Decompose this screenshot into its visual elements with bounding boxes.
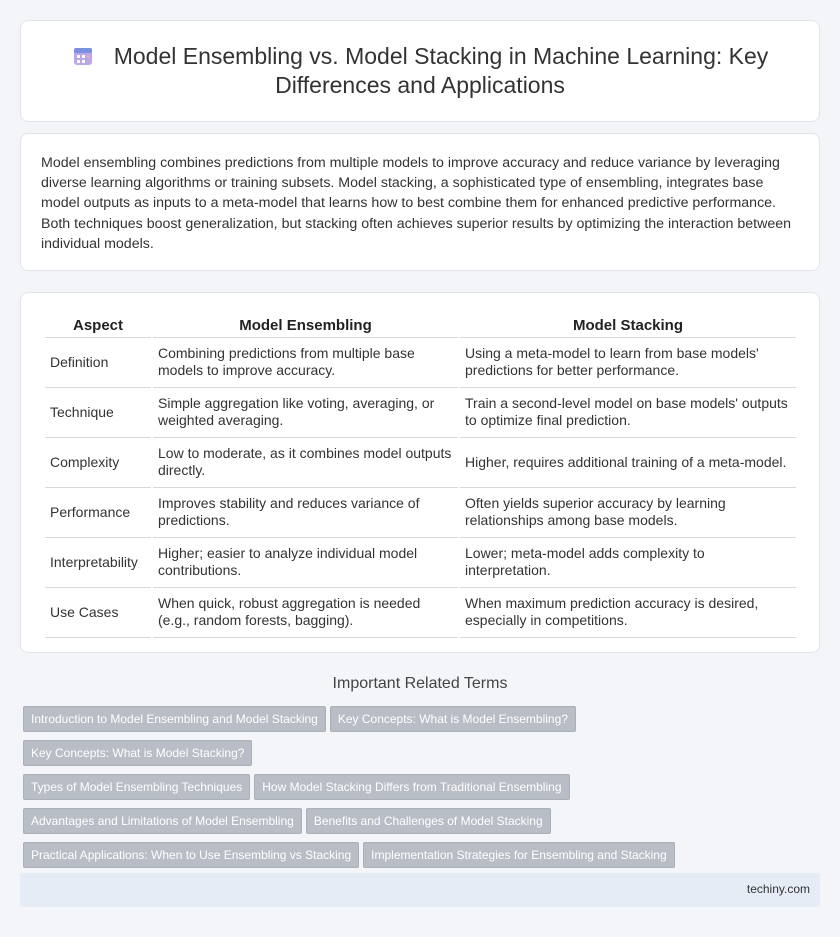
cell-ensembling: Low to moderate, as it combines model outputs directly. — [153, 438, 458, 488]
cell-aspect: Interpretability — [45, 538, 151, 588]
page-title-text: Model Ensembling vs. Model Stacking in Machine Learning: Key Differences and Applications — [113, 43, 769, 98]
cell-stacking: Often yields superior accuracy by learning relationships among base models. — [460, 488, 796, 538]
related-term-link[interactable]: Key Concepts: What is Model Ensembling? — [330, 706, 576, 732]
related-term-link[interactable]: Implementation Strategies for Ensembling and Stacking — [363, 842, 675, 868]
header-ensembling: Model Ensembling — [153, 315, 458, 338]
cell-ensembling: Higher; easier to analyze individual model contributions. — [153, 538, 458, 588]
cell-aspect: Performance — [45, 488, 151, 538]
cell-aspect: Definition — [45, 338, 151, 388]
table-row — [45, 388, 796, 438]
table-header-row — [45, 315, 796, 338]
intro-text: Model ensembling combines predictions from multiple models to improve accuracy and reduce variance by leveraging diverse learning algorithms or training subsets. Model stacking, a sophisticated type of ensembling, integrates base model outputs as inputs to a meta-model that learns how to best combine them for enhanced predictive performance. Both techniques boost generalization, but stacking often achieves superior results by optimizing the interaction between individual models. — [41, 155, 792, 252]
cell-aspect: Complexity — [45, 438, 151, 488]
table-row — [45, 588, 796, 638]
related-term-link[interactable]: How Model Stacking Differs from Traditional Ensembling — [254, 774, 569, 800]
related-term-link[interactable]: Benefits and Challenges of Model Stacking — [306, 808, 551, 834]
cell-ensembling: Combining predictions from multiple base models to improve accuracy. — [153, 338, 458, 388]
footer — [20, 873, 820, 907]
cell-aspect: Technique — [45, 388, 151, 438]
comparison-table-card — [20, 292, 820, 653]
cell-stacking: Lower; meta-model adds complexity to interpretation. — [460, 538, 796, 588]
cell-stacking: When maximum prediction accuracy is desired, especially in competitions. — [460, 588, 796, 638]
cell-stacking: Train a second-level model on base models' outputs to optimize final prediction. — [460, 388, 796, 438]
related-term-link[interactable]: Introduction to Model Ensembling and Model Stacking — [23, 706, 326, 732]
header-aspect: Aspect — [45, 315, 151, 338]
header-stacking: Model Stacking — [460, 315, 796, 338]
cell-ensembling: Improves stability and reduces variance of predictions. — [153, 488, 458, 538]
related-terms-heading: Important Related Terms — [332, 675, 508, 692]
table-row — [45, 538, 796, 588]
comparison-table — [43, 315, 798, 638]
cell-ensembling: When quick, robust aggregation is needed (e.g., random forests, bagging). — [153, 588, 458, 638]
related-term-link[interactable]: Practical Applications: When to Use Ensembling vs Stacking — [23, 842, 359, 868]
footer-brand[interactable]: techiny.com — [746, 882, 810, 896]
related-term-link[interactable]: Advantages and Limitations of Model Ensembling — [23, 808, 302, 834]
table-row — [45, 338, 796, 388]
cell-ensembling: Simple aggregation like voting, averaging, or weighted averaging. — [153, 388, 458, 438]
cell-stacking: Using a meta-model to learn from base models' predictions for better performance. — [460, 338, 796, 388]
related-term-link[interactable]: Types of Model Ensembling Techniques — [23, 774, 250, 800]
table-row — [45, 488, 796, 538]
intro-card — [20, 133, 820, 271]
page-title — [51, 42, 789, 100]
cell-stacking: Higher, requires additional training of a meta-model. — [460, 438, 796, 488]
calendar-icon — [72, 45, 94, 67]
cell-aspect: Use Cases — [45, 588, 151, 638]
title-card — [20, 20, 820, 122]
related-term-link[interactable]: Key Concepts: What is Model Stacking? — [23, 740, 252, 766]
table-row — [45, 438, 796, 488]
